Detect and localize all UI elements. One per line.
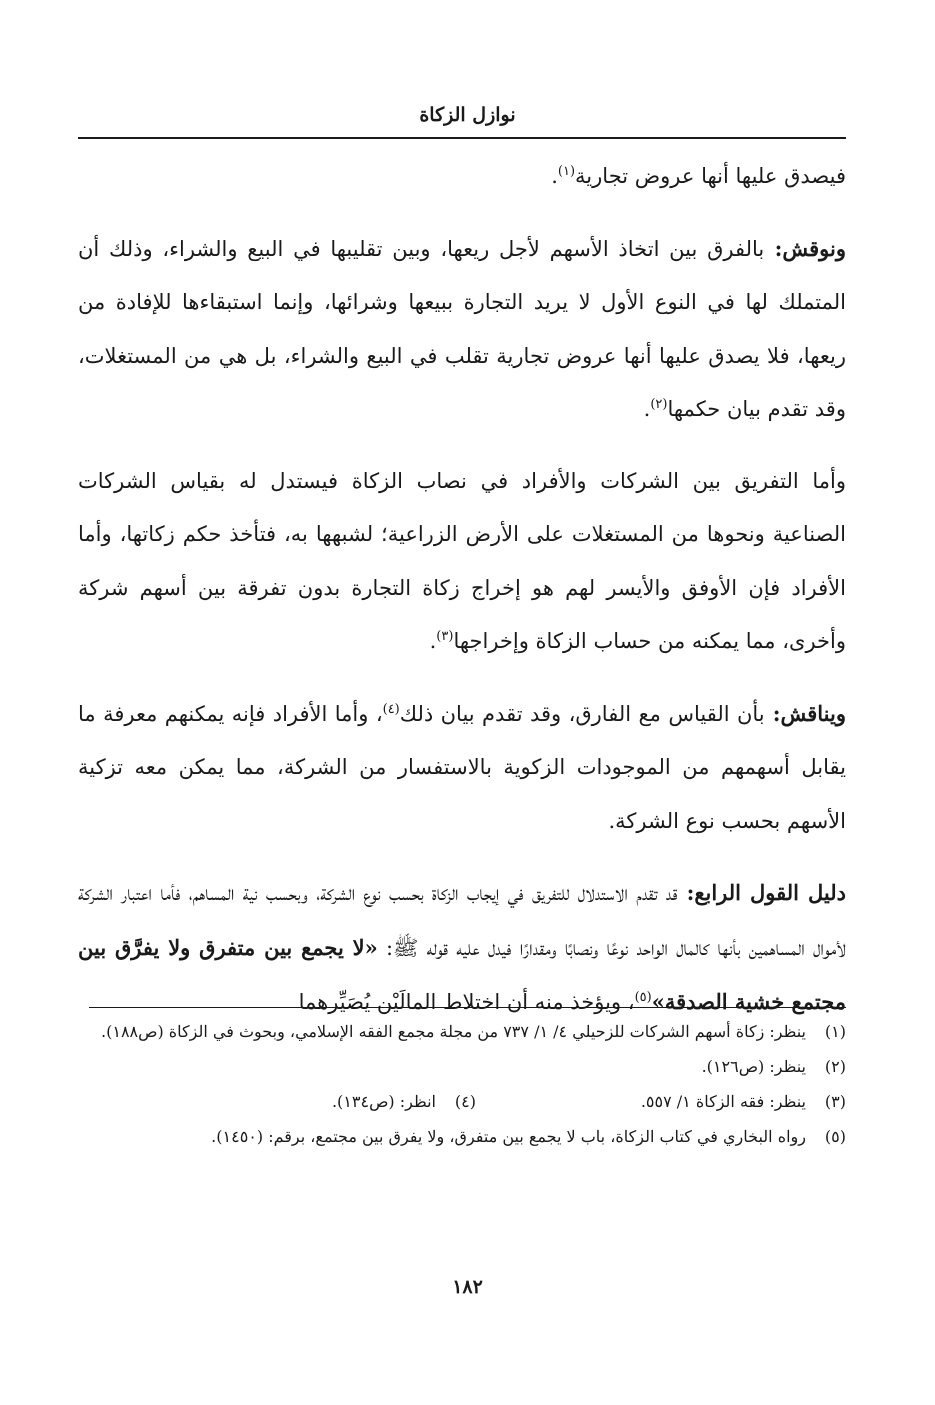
paragraph-1-text: فيصدق عليها أنها عروض تجارية bbox=[575, 164, 846, 188]
paragraph-1 bbox=[78, 150, 846, 204]
footnote-separator bbox=[89, 1007, 846, 1008]
paragraph-4-lead: ويناقش: bbox=[764, 700, 847, 726]
paragraph-5 bbox=[78, 866, 846, 1030]
paragraph-2-lead: ونوقش: bbox=[764, 235, 846, 261]
footnote-3 bbox=[476, 1084, 846, 1119]
footnote-4-number: (٤) bbox=[454, 1092, 476, 1111]
paragraph-2-text: بالفرق بين اتخاذ الأسهم لأجل ريعها، وبين تقليبها في البيع والشراء، وذلك أن المتملك لها في النوع الأول لا يريد التجارة ببيعها وشرائها، وإنما استبقاءها للإفادة من ريعها، فلا يصدق عليها أنها عروض تجارية تقلب في البيع والشراء، بل هي من المستغلات، وقد تقدم بيان حكمها bbox=[78, 236, 846, 421]
paragraph-4 bbox=[78, 687, 846, 849]
footnote-5-text: رواه البخاري في كتاب الزكاة، باب لا يجمع بين متفرق، ولا يفرق بين مجتمع، برقم: (١٤٥٠). bbox=[211, 1127, 806, 1146]
paragraph-4-text-b: ، وأما الأفراد فإنه يمكنهم معرفة ما يقابل أسهمهم من الموجودات الزكوية بالاستفسار من الشركة، مما يمكن معه تزكية الأسهم بحسب نوع الشركة. bbox=[78, 701, 846, 833]
paragraph-2-end: . bbox=[643, 397, 651, 421]
footnote-2-text: ينظر: (ص١٢٦). bbox=[701, 1057, 806, 1076]
footnote-1-number: (١) bbox=[824, 1022, 846, 1041]
main-text bbox=[78, 150, 846, 1048]
footnote-3-number: (٣) bbox=[824, 1092, 846, 1111]
page-number: ١٨٢ bbox=[452, 1276, 483, 1298]
footnote-2-number: (٢) bbox=[824, 1057, 846, 1076]
footnote-ref-5[interactable]: (٥) bbox=[634, 990, 652, 1005]
footnote-5 bbox=[78, 1119, 846, 1154]
footnote-ref-4[interactable]: (٤) bbox=[382, 701, 400, 717]
footnote-ref-1[interactable]: (١) bbox=[557, 164, 576, 179]
paragraph-5-text-b: ، ويؤخذ منه أن اختلاط المالَيْن يُصَيِّرهما bbox=[298, 990, 635, 1014]
footnotes bbox=[78, 1014, 846, 1154]
footnote-ref-3[interactable]: (٣) bbox=[436, 629, 454, 644]
running-header-title: نوازل الزكاة bbox=[419, 104, 516, 126]
footnote-1-text: ينظر: زكاة أسهم الشركات للزحيلي ٤/ ١/ ٧٣٧ من مجلة مجمع الفقه الإسلامي، وبحوث في الزكاة (ص١٨٨). bbox=[101, 1022, 806, 1041]
footnote-1 bbox=[78, 1014, 846, 1049]
paragraph-5-text-a: قد تقدم الاستدلال للتفريق في إيجاب الزكاة بحسب نوع الشركة، وبحسب نية المساهم، فأما اعتبار الشركة لأموال المساهمين بأنها كالمال الواحد نوعًا ونصابًا ومقدارًا فيدل عليه قوله ﷺ: bbox=[78, 881, 846, 960]
footnote-ref-2[interactable]: (٢) bbox=[650, 397, 668, 412]
footnote-5-number: (٥) bbox=[824, 1127, 846, 1146]
footnote-3-text: ينظر: فقه الزكاة ١/ ٥٥٧. bbox=[640, 1092, 806, 1111]
header-rule bbox=[78, 137, 846, 139]
footnote-4-text: انظر: (ص١٣٤). bbox=[331, 1092, 436, 1111]
hadith-quote: «لا يجمع بين متفرق ولا يفرَّق بين مجتمع خشية الصدقة» bbox=[78, 934, 846, 1014]
footnote-2 bbox=[78, 1049, 846, 1084]
paragraph-3 bbox=[78, 455, 846, 669]
paragraph-3-text: وأما التفريق بين الشركات والأفراد في نصاب الزكاة فيستدل له بقياس الشركات الصناعية ونحوها من المستغلات على الأرض الزراعية؛ لشبهها به، فتأخذ حكم زكاتها، وأما الأفراد فإن الأوفق والأيسر لهم هو إخراج زكاة التجارة بدون تفرقة بين أسهم شركة وأخرى، مما يمكنه من حساب الزكاة وإخراجها bbox=[78, 468, 846, 653]
paragraph-3-end: . bbox=[429, 629, 437, 653]
paragraph-4-text-a: بأن القياس مع الفارق، وقد تقدم بيان ذلك bbox=[399, 701, 765, 726]
paragraph-1-end: . bbox=[551, 164, 558, 188]
paragraph-5-lead: دليل القول الرابع: bbox=[677, 880, 846, 905]
paragraph-2 bbox=[78, 222, 846, 437]
footnote-row-3-4 bbox=[78, 1084, 846, 1119]
footnote-4 bbox=[106, 1084, 476, 1119]
